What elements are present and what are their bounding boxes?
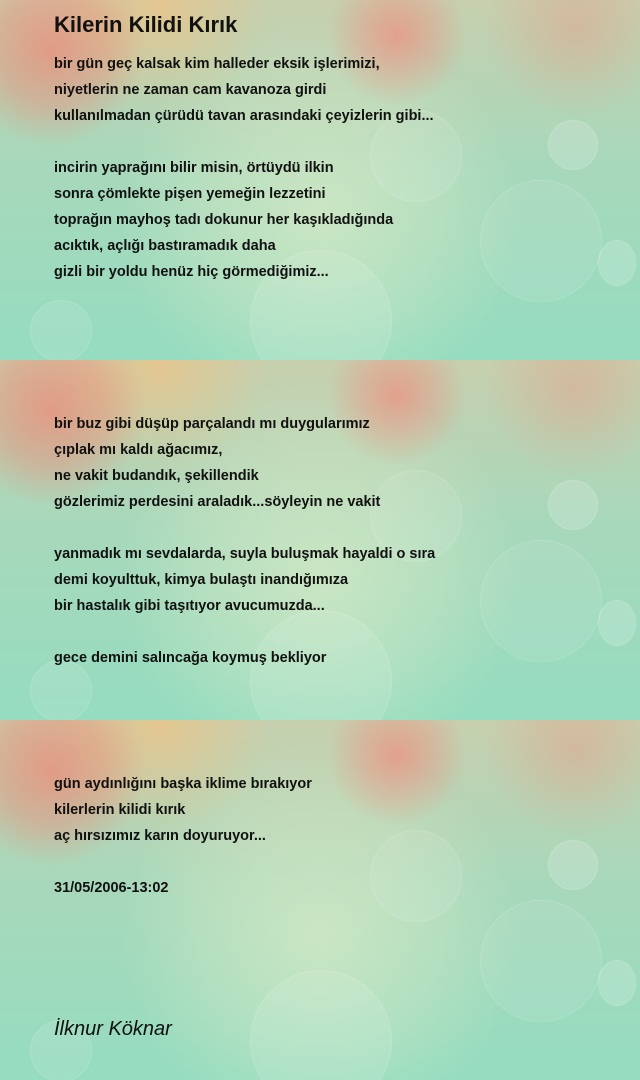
poem-stanza <box>54 411 435 515</box>
poem-body-part-2 <box>54 411 435 671</box>
poem-line: çıplak mı kaldı ağacımız, <box>54 442 223 458</box>
poem-title: Kilerin Kilidi Kırık <box>54 12 238 37</box>
poem-line: incirin yaprağını bilir misin, örtüydü ilkin <box>54 160 334 176</box>
poem-line: bir gün geç kalsak kim halleder eksik işlerimizi, <box>54 56 380 72</box>
poem-stanza <box>54 645 435 671</box>
poem-line: kullanılmadan çürüdü tavan arasındaki çeyizlerin gibi... <box>54 108 434 124</box>
poem-line: gün aydınlığını başka iklime bırakıyor <box>54 776 312 792</box>
poem-stanza <box>54 771 312 849</box>
poem-body-part-3 <box>54 771 312 901</box>
poem-line: gizli bir yoldu henüz hiç görmediğimiz... <box>54 264 329 280</box>
poem-line: yanmadık mı sevdalarda, suyla buluşmak hayaldi o sıra <box>54 546 436 562</box>
poem-line: kilerlerin kilidi kırık <box>54 802 186 818</box>
poem-panel-1 <box>0 0 640 360</box>
poem-line: acıktık, açlığı bastıramadık daha <box>54 238 276 254</box>
poem-line: demi koyulttuk, kimya bulaştı inandığımıza <box>54 572 349 588</box>
poem-panel-3 <box>0 720 640 1080</box>
poem-line: niyetlerin ne zaman cam kavanoza girdi <box>54 82 327 98</box>
poem-line: bir buz gibi düşüp parçalandı mı duygularımız <box>54 416 370 432</box>
poem-line: sonra çömlekte pişen yemeğin lezzetini <box>54 186 326 202</box>
poem-line: gece demini salıncağa koymuş bekliyor <box>54 650 327 666</box>
poem-panel-2 <box>0 360 640 720</box>
poem-body-part-1 <box>54 51 434 285</box>
poem-line: bir hastalık gibi taşıtıyor avucumuzda... <box>54 598 325 614</box>
poem-stanza <box>54 51 434 129</box>
poem-stanza <box>54 155 434 285</box>
poem-stanza <box>54 541 435 619</box>
poem-line: toprağın mayhoş tadı dokunur her kaşıkladığında <box>54 212 394 228</box>
poem-author: İlknur Köknar <box>54 1018 172 1040</box>
poem-line: gözlerimiz perdesini araladık...söyleyin ne vakit <box>54 494 381 510</box>
poem-stanza <box>54 875 312 901</box>
poem-line: aç hırsızımız karın doyuruyor... <box>54 828 266 844</box>
poem-line: 31/05/2006-13:02 <box>54 880 169 896</box>
poem-line: ne vakit budandık, şekillendik <box>54 468 259 484</box>
